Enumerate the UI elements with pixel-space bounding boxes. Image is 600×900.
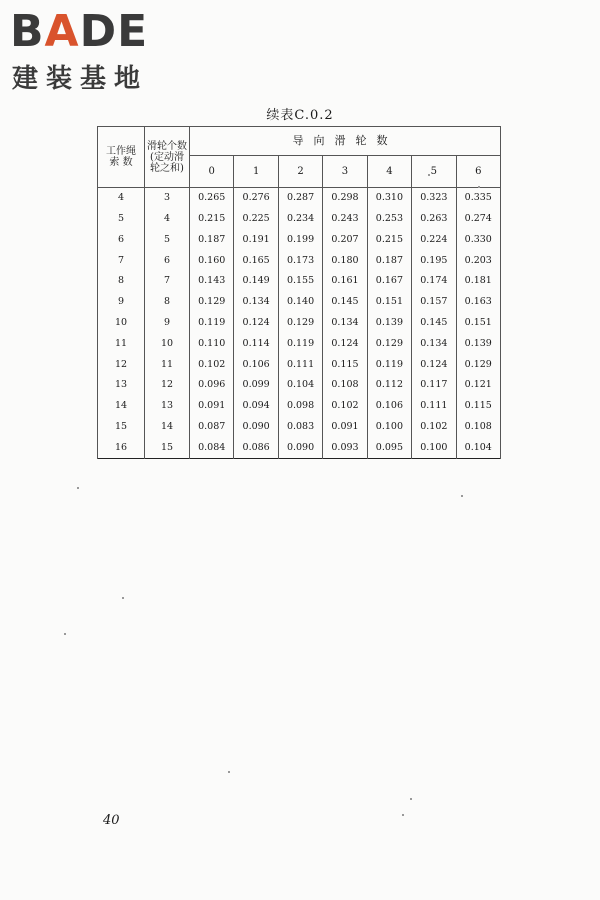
efficiency-value-cell: 0.323	[412, 188, 456, 209]
efficiency-value-cell: 0.102	[323, 396, 367, 417]
efficiency-value-cell: 0.098	[278, 396, 322, 417]
efficiency-value-cell: 0.155	[278, 271, 322, 292]
efficiency-value-cell: 0.203	[456, 250, 500, 271]
efficiency-value-cell: 0.145	[412, 313, 456, 334]
efficiency-value-cell: 0.095	[367, 438, 411, 459]
rope-count-cell: 4	[98, 188, 145, 209]
efficiency-value-cell: 0.117	[412, 375, 456, 396]
efficiency-value-cell: 0.174	[412, 271, 456, 292]
pulley-count-cell: 13	[145, 396, 190, 417]
rope-count-cell: 5	[98, 209, 145, 230]
pulley-count-cell: 9	[145, 313, 190, 334]
rope-count-cell: 15	[98, 417, 145, 438]
efficiency-value-cell: 0.115	[456, 396, 500, 417]
table-row	[98, 230, 501, 251]
efficiency-value-cell: 0.119	[367, 354, 411, 375]
efficiency-value-cell: 0.180	[323, 250, 367, 271]
pulley-count-cell: 8	[145, 292, 190, 313]
pulley-count-cell: 15	[145, 438, 190, 459]
pulley-count-cell: 14	[145, 417, 190, 438]
table-row	[98, 334, 501, 355]
efficiency-value-cell: 0.102	[190, 354, 234, 375]
efficiency-value-cell: 0.129	[367, 334, 411, 355]
table-row	[98, 438, 501, 459]
table-row	[98, 292, 501, 313]
efficiency-value-cell: 0.129	[190, 292, 234, 313]
efficiency-value-cell: 0.191	[234, 230, 278, 251]
efficiency-value-cell: 0.110	[190, 334, 234, 355]
efficiency-value-cell: 0.090	[278, 438, 322, 459]
efficiency-value-cell: 0.151	[456, 313, 500, 334]
efficiency-value-cell: 0.274	[456, 209, 500, 230]
efficiency-value-cell: 0.207	[323, 230, 367, 251]
efficiency-value-cell: 0.330	[456, 230, 500, 251]
pulley-count-cell: 3	[145, 188, 190, 209]
rope-count-cell: 11	[98, 334, 145, 355]
table-row	[98, 417, 501, 438]
table-row	[98, 188, 501, 209]
efficiency-value-cell: 0.265	[190, 188, 234, 209]
efficiency-value-cell: 0.099	[234, 375, 278, 396]
pulley-count-cell: 6	[145, 250, 190, 271]
rope-count-cell: 8	[98, 271, 145, 292]
speck	[478, 186, 480, 188]
table-row	[98, 250, 501, 271]
efficiency-value-cell: 0.224	[412, 230, 456, 251]
efficiency-value-cell: 0.187	[367, 250, 411, 271]
pulley-count-cell: 7	[145, 271, 190, 292]
efficiency-value-cell: 0.106	[367, 396, 411, 417]
efficiency-value-cell: 0.253	[367, 209, 411, 230]
speck	[228, 771, 230, 773]
efficiency-value-cell: 0.167	[367, 271, 411, 292]
table-row	[98, 375, 501, 396]
efficiency-value-cell: 0.096	[190, 375, 234, 396]
efficiency-value-cell: 0.093	[323, 438, 367, 459]
efficiency-value-cell: 0.086	[234, 438, 278, 459]
speck	[461, 495, 463, 497]
efficiency-value-cell: 0.234	[278, 209, 322, 230]
pulley-count-cell: 10	[145, 334, 190, 355]
efficiency-value-cell: 0.173	[278, 250, 322, 271]
page-number: 40	[103, 813, 120, 828]
column-header-cell: 3	[323, 156, 367, 188]
rope-count-cell: 10	[98, 313, 145, 334]
pulley-efficiency-table	[97, 126, 501, 459]
pulley-count-cell: 11	[145, 354, 190, 375]
table-body	[98, 188, 501, 459]
column-header-cell: 2	[278, 156, 322, 188]
rope-count-cell: 6	[98, 230, 145, 251]
speck	[428, 174, 430, 176]
header-working-rope-count: 工作绳 索 数	[98, 127, 145, 188]
efficiency-value-cell: 0.119	[278, 334, 322, 355]
rope-count-cell: 7	[98, 250, 145, 271]
efficiency-value-cell: 0.111	[278, 354, 322, 375]
speck	[410, 798, 412, 800]
efficiency-value-cell: 0.199	[278, 230, 322, 251]
efficiency-value-cell: 0.215	[190, 209, 234, 230]
efficiency-value-cell: 0.104	[456, 438, 500, 459]
efficiency-value-cell: 0.091	[190, 396, 234, 417]
efficiency-value-cell: 0.287	[278, 188, 322, 209]
efficiency-value-cell: 0.084	[190, 438, 234, 459]
column-header-cell: 4	[367, 156, 411, 188]
efficiency-value-cell: 0.140	[278, 292, 322, 313]
column-header-cell: 1	[234, 156, 278, 188]
efficiency-value-cell: 0.263	[412, 209, 456, 230]
brand-logo	[10, 6, 180, 96]
logo-accent-letter: A	[44, 6, 80, 57]
rope-count-cell: 9	[98, 292, 145, 313]
efficiency-value-cell: 0.090	[234, 417, 278, 438]
efficiency-value-cell: 0.134	[323, 313, 367, 334]
rope-count-cell: 12	[98, 354, 145, 375]
speck	[77, 487, 79, 489]
efficiency-value-cell: 0.134	[412, 334, 456, 355]
efficiency-value-cell: 0.149	[234, 271, 278, 292]
efficiency-value-cell: 0.106	[234, 354, 278, 375]
efficiency-value-cell: 0.335	[456, 188, 500, 209]
efficiency-value-cell: 0.087	[190, 417, 234, 438]
efficiency-value-cell: 0.181	[456, 271, 500, 292]
table-row	[98, 396, 501, 417]
efficiency-value-cell: 0.124	[234, 313, 278, 334]
efficiency-value-cell: 0.310	[367, 188, 411, 209]
efficiency-value-cell: 0.243	[323, 209, 367, 230]
pulley-count-cell: 12	[145, 375, 190, 396]
column-header-cell: 6	[456, 156, 500, 188]
efficiency-value-cell: 0.145	[323, 292, 367, 313]
efficiency-value-cell: 0.139	[367, 313, 411, 334]
efficiency-value-cell: 0.115	[323, 354, 367, 375]
efficiency-value-cell: 0.129	[456, 354, 500, 375]
rope-count-cell: 13	[98, 375, 145, 396]
efficiency-value-cell: 0.151	[367, 292, 411, 313]
efficiency-value-cell: 0.121	[456, 375, 500, 396]
efficiency-value-cell: 0.124	[412, 354, 456, 375]
efficiency-value-cell: 0.104	[278, 375, 322, 396]
pulley-count-cell: 5	[145, 230, 190, 251]
column-header-cell: 0	[190, 156, 234, 188]
efficiency-value-cell: 0.134	[234, 292, 278, 313]
efficiency-value-cell: 0.143	[190, 271, 234, 292]
efficiency-value-cell: 0.160	[190, 250, 234, 271]
rope-count-cell: 14	[98, 396, 145, 417]
efficiency-value-cell: 0.108	[323, 375, 367, 396]
speck	[122, 597, 124, 599]
efficiency-value-cell: 0.124	[323, 334, 367, 355]
efficiency-value-cell: 0.112	[367, 375, 411, 396]
efficiency-value-cell: 0.111	[412, 396, 456, 417]
column-header-cell: 5	[412, 156, 456, 188]
table-row	[98, 354, 501, 375]
efficiency-value-cell: 0.094	[234, 396, 278, 417]
efficiency-value-cell: 0.163	[456, 292, 500, 313]
efficiency-value-cell: 0.215	[367, 230, 411, 251]
logo-subtitle: 建装基地	[12, 64, 149, 94]
efficiency-value-cell: 0.100	[367, 417, 411, 438]
efficiency-value-cell: 0.165	[234, 250, 278, 271]
efficiency-value-cell: 0.187	[190, 230, 234, 251]
table-row	[98, 313, 501, 334]
table-title: 续表C.0.2	[266, 108, 334, 123]
efficiency-value-cell: 0.100	[412, 438, 456, 459]
header-pulley-count: 滑轮个数 (定动滑 轮之和)	[145, 127, 190, 188]
logo-wordmark: BADE	[10, 6, 149, 57]
efficiency-value-cell: 0.114	[234, 334, 278, 355]
pulley-count-cell: 4	[145, 209, 190, 230]
efficiency-value-cell: 0.091	[323, 417, 367, 438]
speck	[64, 633, 66, 635]
efficiency-value-cell: 0.108	[456, 417, 500, 438]
speck	[402, 814, 404, 816]
efficiency-value-cell: 0.298	[323, 188, 367, 209]
header-guide-pulley-count: 导向滑轮数	[190, 127, 501, 156]
efficiency-value-cell: 0.129	[278, 313, 322, 334]
efficiency-value-cell: 0.225	[234, 209, 278, 230]
efficiency-value-cell: 0.195	[412, 250, 456, 271]
efficiency-value-cell: 0.276	[234, 188, 278, 209]
efficiency-value-cell: 0.102	[412, 417, 456, 438]
efficiency-value-cell: 0.083	[278, 417, 322, 438]
efficiency-value-cell: 0.139	[456, 334, 500, 355]
efficiency-value-cell: 0.161	[323, 271, 367, 292]
table-row	[98, 271, 501, 292]
efficiency-value-cell: 0.119	[190, 313, 234, 334]
table-row	[98, 209, 501, 230]
rope-count-cell: 16	[98, 438, 145, 459]
efficiency-value-cell: 0.157	[412, 292, 456, 313]
